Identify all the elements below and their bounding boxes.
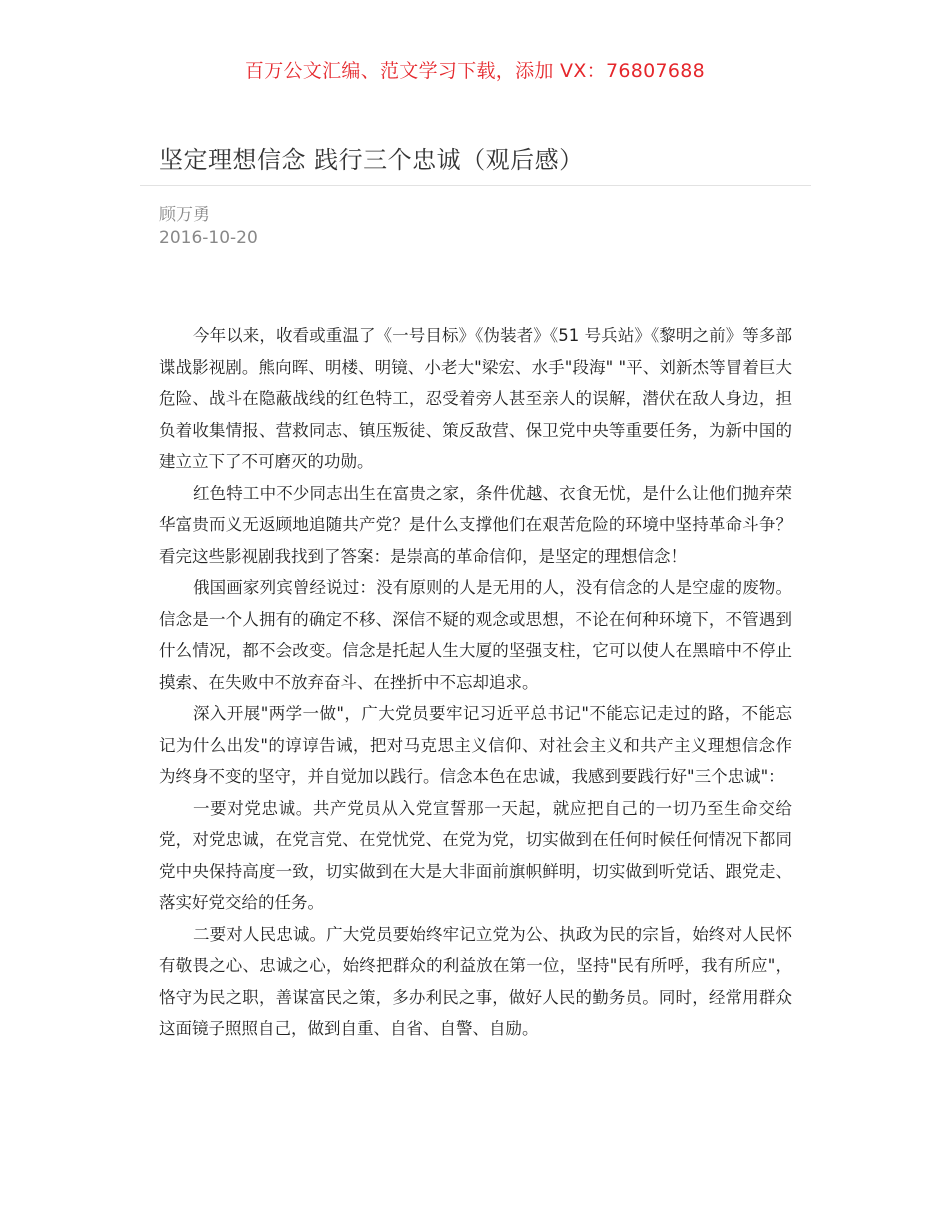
article-author: 顾万勇 [159,205,210,225]
article-body [159,320,792,1045]
article-date: 2016-10-20 [159,228,258,248]
paragraph: 一要对党忠诚。共产党员从入党宣誓那一天起，就应把自己的一切乃至生命交给党，对党忠诚，在党言党、在党忧党、在党为党，切实做到在任何时候任何情况下都同党中央保持高度一致，切实做到在大是大非面前旗帜鲜明，切实做到听党话、跟党走、落实好党交给的任务。 [159,798,792,912]
title-divider [140,185,811,186]
paragraph: 深入开展"两学一做"，广大党员要牢记习近平总书记"不能忘记走过的路，不能忘记为什么出发"的谆谆告诫，把对马克思主义信仰、对社会主义和共产主义理想信念作为终身不变的坚守，并自觉加以践行。信念本色在忠诚，我感到要践行好"三个忠诚"： [159,704,792,786]
paragraph: 二要对人民忠诚。广大党员要始终牢记立党为公、执政为民的宗旨，始终对人民怀有敬畏之心、忠诚之心，始终把群众的利益放在第一位，坚持"民有所呼，我有所应"，恪守为民之职，善谋富民之策，多办利民之事，做好人民的勤务员。同时，经常用群众这面镜子照照自己，做到自重、自省、自警、自励。 [159,924,792,1038]
paragraph: 俄国画家列宾曾经说过：没有原则的人是无用的人，没有信念的人是空虚的废物。信念是一个人拥有的确定不移、深信不疑的观念或思想，不论在何种环境下，不管遇到什么情况，都不会改变。信念是托起人生大厦的坚强支柱，它可以使人在黑暗中不停止摸索、在失败中不放弃奋斗、在挫折中不忘却追求。 [159,578,792,692]
promo-banner: 百万公文汇编、范文学习下载，添加 VX：76807688 [244,60,706,82]
article-title: 坚定理想信念 践行三个忠诚（观后感） [159,146,584,174]
paragraph: 今年以来，收看或重温了《一号目标》《伪装者》《51 号兵站》《黎明之前》等多部谍战影视剧。熊向晖、明楼、明镜、小老大"梁宏、水手"段海" "平、刘新杰等冒着巨大危险、战斗在隐蔽战线的红色特工，忍受着旁人甚至亲人的误解，潜伏在敌人身边，担负着收集情报、营救同志、镇压叛徒、策反敌营、保卫党中央等重要任务，为新中国的建立立下了不可磨灭的功勋。 [159,326,792,471]
paragraph: 红色特工中不少同志出生在富贵之家，条件优越、衣食无忧，是什么让他们抛弃荣华富贵而义无返顾地追随共产党？是什么支撑他们在艰苦危险的环境中坚持革命斗争？看完这些影视剧我找到了答案：是崇高的革命信仰，是坚定的理想信念！ [159,483,792,566]
